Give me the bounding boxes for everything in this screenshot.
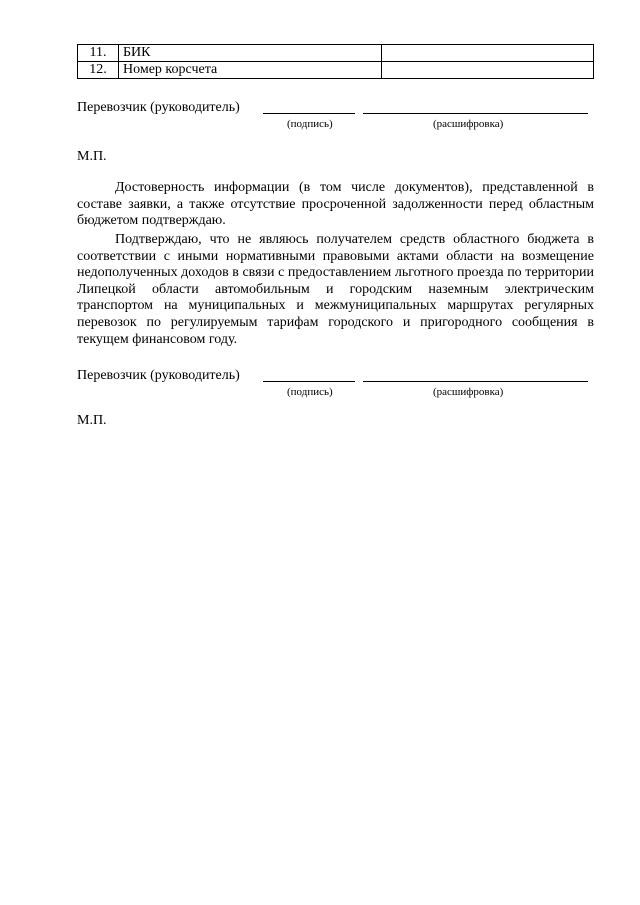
paragraph-confirmation: Подтверждаю, что не являюсь получателем средств областного бюджета в соответствии с иными нормативными правовыми актами области на возмещение недополученных доходов в связи с предоставлением льготного проезда по территории Липецкой области автомобильным и городским наземным электрическим транспортом на муниципальных и межмуниципальных маршрутах регулярных перевозок по регулируемым тарифам городского и пригородного сообщения в текущем финансовом году. — [77, 232, 594, 347]
row-label: Номер корсчета — [119, 62, 382, 79]
requisites-table — [77, 44, 594, 79]
decoding-caption: (расшифровка) — [433, 118, 504, 130]
signature-caption: (подпись) — [287, 386, 333, 398]
row-value — [382, 45, 594, 62]
carrier-head-label: Перевозчик (руководитель) — [77, 100, 240, 115]
table-row — [78, 62, 594, 79]
decoding-line — [363, 381, 588, 382]
stamp-place-2: М.П. — [77, 413, 107, 428]
table-row — [78, 45, 594, 62]
decoding-line — [363, 113, 588, 114]
carrier-head-label: Перевозчик (руководитель) — [77, 368, 240, 383]
signature-line — [263, 113, 355, 114]
row-value — [382, 62, 594, 79]
paragraph-reliability: Достоверность информации (в том числе документов), представленной в составе заявки, а также отсутствие просроченной задолженности перед областным бюджетом подтверждаю. — [77, 180, 594, 229]
signature-line — [263, 381, 355, 382]
decoding-caption: (расшифровка) — [433, 386, 504, 398]
row-number: 12. — [78, 62, 119, 79]
signature-block-2 — [77, 368, 597, 402]
stamp-place-1: М.П. — [77, 149, 107, 164]
row-label: БИК — [119, 45, 382, 62]
signature-block-1 — [77, 100, 597, 134]
signature-caption: (подпись) — [287, 118, 333, 130]
row-number: 11. — [78, 45, 119, 62]
